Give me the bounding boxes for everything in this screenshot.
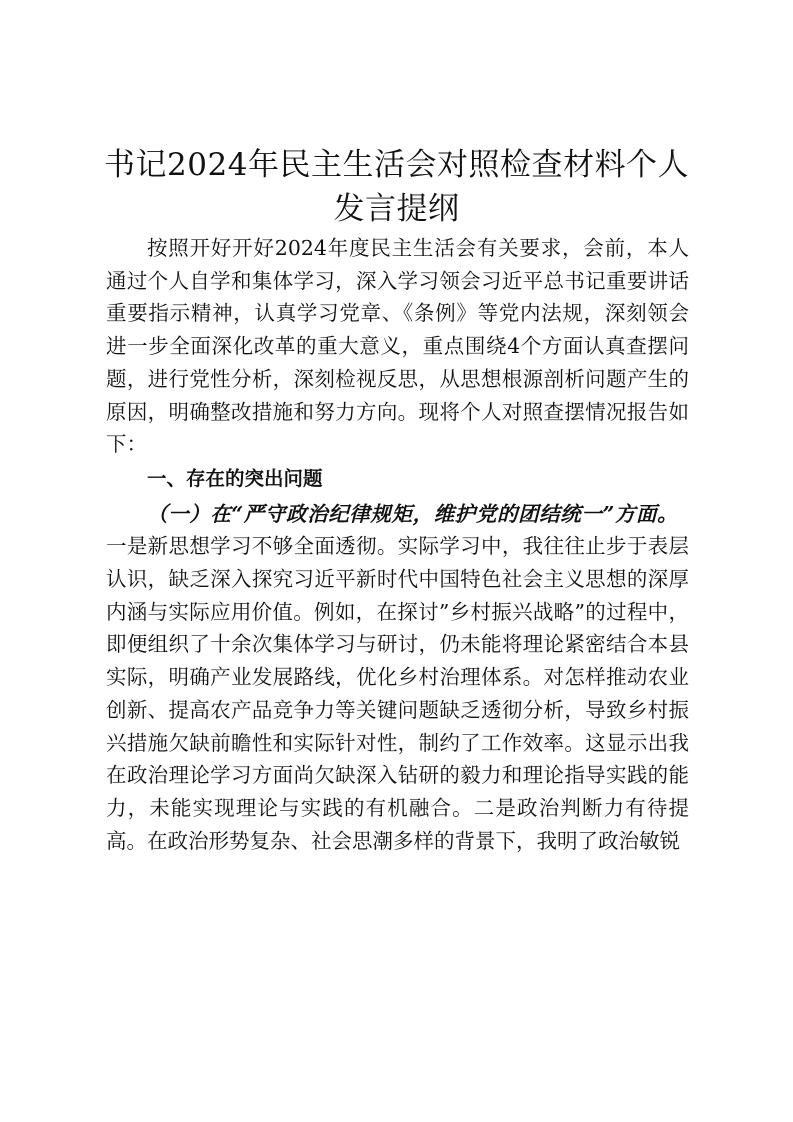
section-heading-problems: 一、存在的突出问题 — [147, 466, 323, 490]
document-body — [106, 232, 689, 857]
intro-paragraph: 按照开好开好2024年度民主生活会有关要求，会前，本人通过个人自学和集体学习，深入学习领会习近平总书记重要讲话重要指示精神，认真学习党章、《条例》等党内法规，深刻领会进一步全面深化改革的重大意义，重点围绕4个方面认真查摆问题，进行党性分析，深刻检视反思，从思想根源剖析问题产生的原因，明确整改措施和努力方向。现将个人对照查摆情况报告如下： — [106, 236, 689, 457]
subsection-body-paragraph: 一是新思想学习不够全面透彻。实际学习中，我往往止步于表层认识，缺乏深入探究习近平新时代中国特色社会主义思想的深厚内涵与实际应用价值。例如，在探讨”乡村振兴战略”的过程中，即便组织了十余次集体学习与研讨，仍未能将理论紧密结合本县实际，明确产业发展路线，优化乡村治理体系。对怎样推动农业创新、提高农产品竞争力等关键问题缺乏透彻分析，导致乡村振兴措施欠缺前瞻性和实际针对性，制约了工作效率。这显示出我在政治理论学习方面尚欠缺深入钻研的毅力和理论指导实践的能力，未能实现理论与实践的有机融合。二是政治判断力有待提高。在政治形势复杂、社会思潮多样的背景下，我明了政治敏锐 — [106, 534, 689, 853]
subsection-heading-political-discipline: （一）在“严守政治纪律规矩，维护党的团结统一”方面。 — [147, 501, 679, 526]
document-title: 书记2024年民主生活会对照检查材料个人发言提纲 — [104, 147, 689, 227]
